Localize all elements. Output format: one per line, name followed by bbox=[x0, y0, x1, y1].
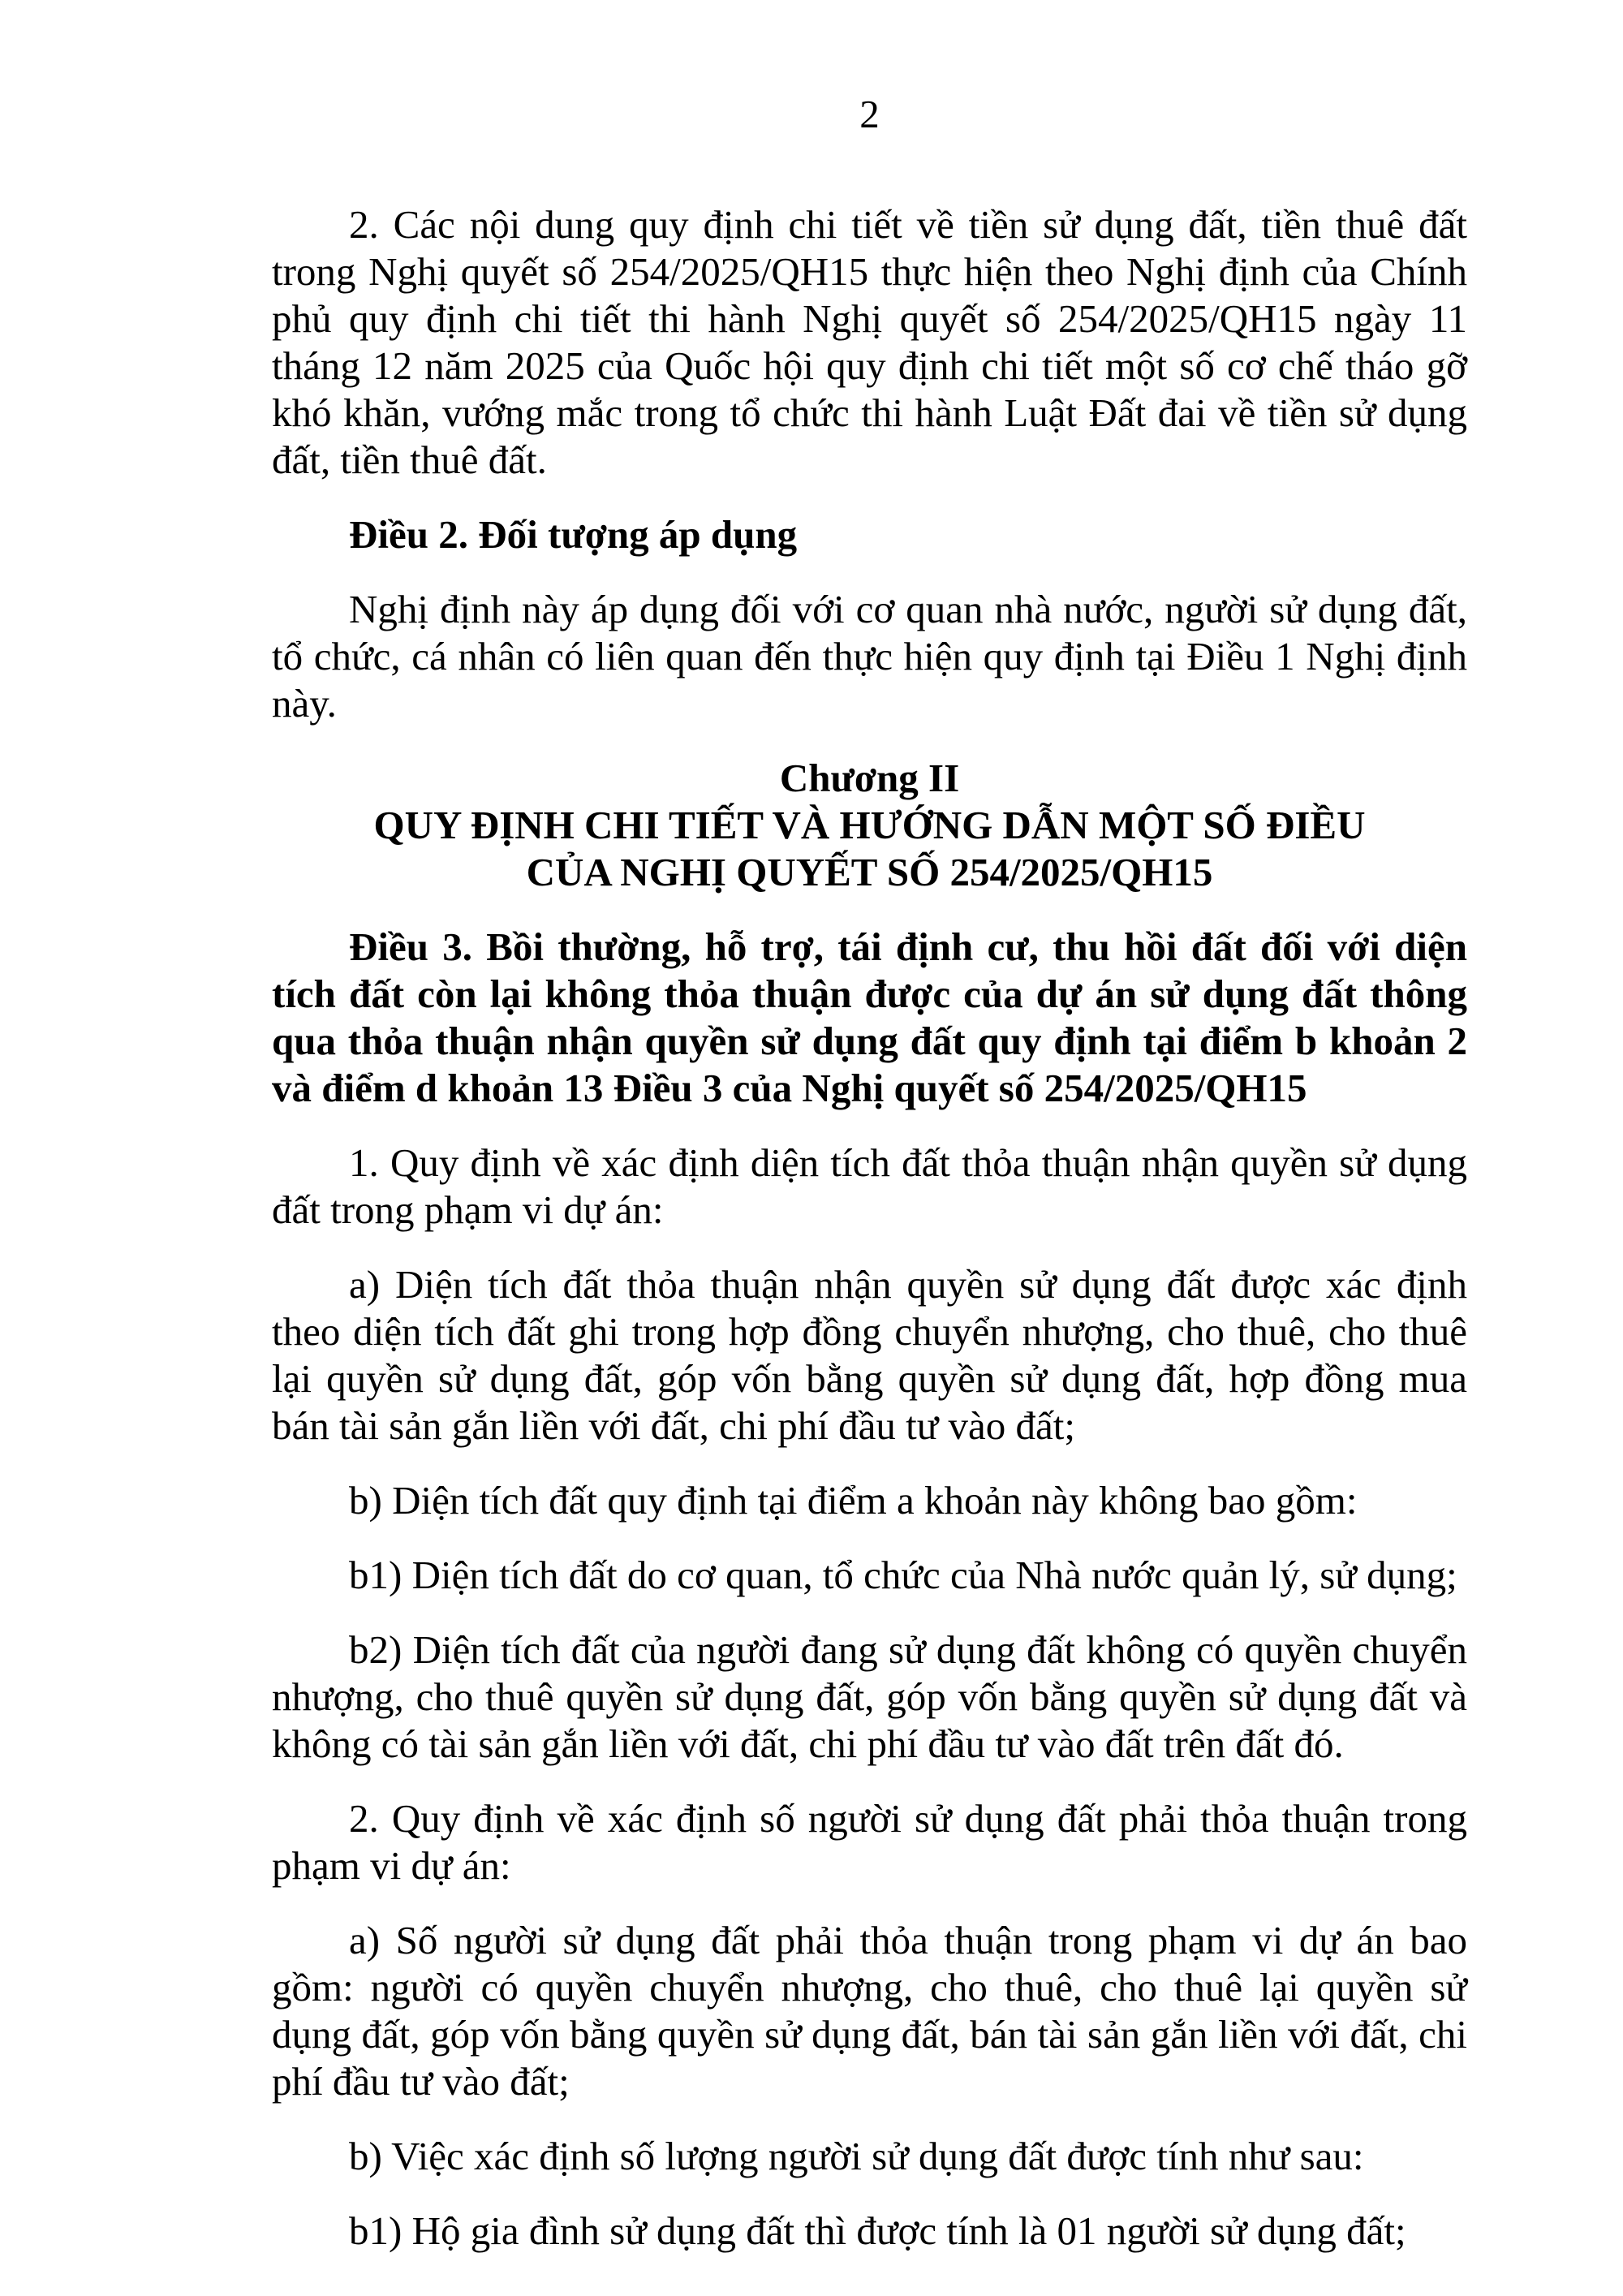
page-number: 2 bbox=[859, 92, 880, 136]
para-khoan-1-diem-b: b) Diện tích đất quy định tại điểm a khoản này không bao gồm: bbox=[349, 1478, 1358, 1523]
chapter-title-line-2: CỦA NGHỊ QUYẾT SỐ 254/2025/QH15 bbox=[526, 850, 1213, 894]
para-khoan-1-diem-a: a) Diện tích đất thỏa thuận nhận quyền sử dụng đất được xác định theo diện tích đất ghi trong hợp đồng chuyển nhượng, cho thuê, cho thuê lại quyền sử dụng đất, góp vốn bằng quyền sử dụng đất, hợp đồng mua bán tài sản gắn liền với đất, chi phí đầu tư vào đất; bbox=[272, 1262, 1467, 1448]
para-khoan-2: 2. Quy định về xác định số người sử dụng đất phải thỏa thuận trong phạm vi dự án: bbox=[272, 1796, 1467, 1888]
heading-dieu-2: Điều 2. Đối tượng áp dụng bbox=[349, 512, 798, 557]
para-khoan-1-diem-b1: b1) Diện tích đất do cơ quan, tổ chức của Nhà nước quản lý, sử dụng; bbox=[349, 1553, 1457, 1597]
chapter-heading bbox=[272, 755, 1467, 896]
heading-dieu-3: Điều 3. Bồi thường, hỗ trợ, tái định cư, thu hồi đất đối với diện tích đất còn lại không thỏa thuận được của dự án sử dụng đất thông qua thỏa thuận nhận quyền sử dụng đất quy định tại điểm b khoản 2 và điểm d khoản 13 Điều 3 của Nghị quyết số 254/2025/QH15 bbox=[272, 924, 1467, 1110]
para-khoan-2-diem-a: a) Số người sử dụng đất phải thỏa thuận trong phạm vi dự án bao gồm: người có quyền chuyển nhượng, cho thuê, cho thuê lại quyền sử dụng đất, góp vốn bằng quyền sử dụng đất, bán tài sản gắn liền với đất, chi phí đầu tư vào đất; bbox=[272, 1918, 1467, 2104]
para-khoan-2-diem-b1: b1) Hộ gia đình sử dụng đất thì được tính là 01 người sử dụng đất; bbox=[349, 2208, 1406, 2253]
para-khoan-1-diem-b2: b2) Diện tích đất của người đang sử dụng đất không có quyền chuyển nhượng, cho thuê quyền sử dụng đất, góp vốn bằng quyền sử dụng đất và không có tài sản gắn liền với đất, chi phí đầu tư vào đất trên đất đó. bbox=[272, 1627, 1467, 1766]
para-noi-dung-quy-dinh-chi-tiet: 2. Các nội dung quy định chi tiết về tiền sử dụng đất, tiền thuê đất trong Nghị quyết số 254/2025/QH15 thực hiện theo Nghị định của Chính phủ quy định chi tiết thi hành Nghị quyết số 254/2025/QH15 ngày 11 tháng 12 năm 2025 của Quốc hội quy định chi tiết một số cơ chế tháo gỡ khó khăn, vướng mắc trong tổ chức thi hành Luật Đất đai về tiền sử dụng đất, tiền thuê đất. bbox=[272, 202, 1467, 482]
para-khoan-2-diem-b: b) Việc xác định số lượng người sử dụng đất được tính như sau: bbox=[349, 2134, 1364, 2178]
chapter-number: Chương II bbox=[779, 756, 960, 800]
chapter-title-line-1: QUY ĐỊNH CHI TIẾT VÀ HƯỚNG DẪN MỘT SỐ ĐIỀU bbox=[373, 803, 1366, 847]
para-khoan-1: 1. Quy định về xác định diện tích đất thỏa thuận nhận quyền sử dụng đất trong phạm vi dự án: bbox=[272, 1140, 1467, 1232]
para-doi-tuong-ap-dung: Nghị định này áp dụng đối với cơ quan nhà nước, người sử dụng đất, tổ chức, cá nhân có liên quan đến thực hiện quy định tại Điều 1 Nghị định này. bbox=[272, 587, 1467, 726]
